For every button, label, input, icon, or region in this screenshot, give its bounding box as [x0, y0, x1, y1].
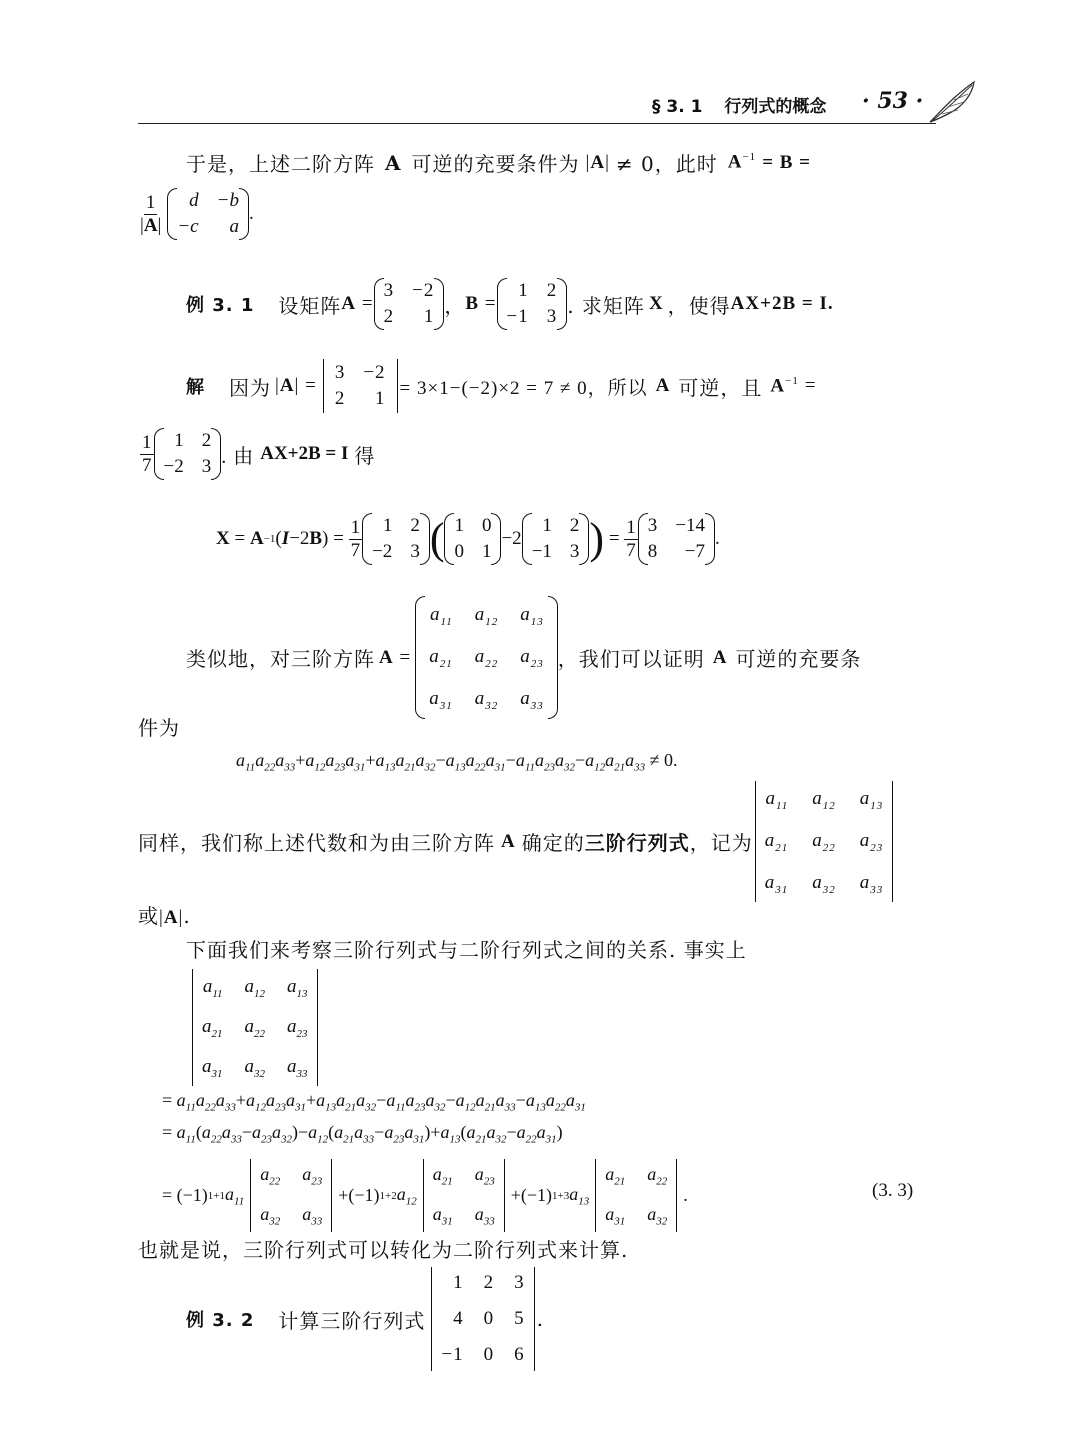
page-number: · 53 ·	[862, 88, 924, 114]
x-b-matrix: 1 2 −1 3	[522, 515, 590, 563]
p1-mid: 可逆的充要条件为	[411, 152, 580, 176]
matrix-b: 1 2 −1 3	[497, 280, 568, 328]
section-number: § 3. 1	[652, 97, 703, 117]
p3-cont: 件为	[138, 716, 180, 740]
ex31-rest: . 求矩阵	[567, 293, 645, 318]
ex31-label: 例 3. 1	[186, 295, 255, 316]
p4-or: 或|A|.	[138, 904, 191, 928]
paragraph-4: 同样，我们称上述代数和为由三阶方阵 A 确定的 三阶行列式 ，记为 $a_{11}$ $a_{12}$ $a_{13}$ $a_{21}$ $a_{22}$ $a_{23}$ $a_{31}$ $a_{32}$ $a_{33}$	[138, 784, 895, 899]
defined-term: 三阶行列式	[584, 831, 690, 856]
feather-icon	[928, 80, 978, 125]
paragraph-3: 类似地，对三阶方阵 A = $a_{11}$ $a_{12}$ $a_{13}$ $a_{21}$ $a_{22}$ $a_{23}$ $a_{31}$ $a_{32}$ $a_{33}$ ，我们可以证明 A 可逆的充要条	[186, 598, 861, 717]
ex31-text: 设矩阵	[278, 293, 342, 318]
matrix-a-inverse: 1 2 −2 3	[154, 430, 222, 478]
p1-text: 于是，上述二阶方阵	[186, 152, 375, 176]
expansion-line-1: = $a_{11}a_{22}a_{33}+a_{12}a_{23}a_{31}+a_{13}a_{21}a_{32}-a_{11}a_{23}a_{32}-a_{12}a_{21}a_{33}-a_{13}a_{22}a_{31}$	[162, 1090, 586, 1114]
equation-number: (3. 3)	[872, 1180, 914, 1201]
inverse-line: $\frac{1}{7}$ 1 2 −2 3 . 由 AX+2B = I 得	[142, 430, 376, 477]
solution: 解 因为 |A| = 3 −2 2 1 = 3×1−(−2)×2 = 7 ≠ 0，所以 A 可逆，且 $A^{-1}$ =	[186, 362, 817, 409]
ex32-label: 例 3. 2	[186, 1310, 255, 1331]
result-matrix: 3 −14 8 −7	[638, 515, 715, 563]
matrix-a-3x3: $a_{11}$ $a_{12}$ $a_{13}$ $a_{21}$ $a_{22}$ $a_{23}$ $a_{31}$ $a_{32}$ $a_{33}$	[415, 598, 558, 717]
identity-matrix: 1 0 0 1	[444, 515, 501, 563]
x-inv-matrix: 1 2 −2 3	[362, 515, 430, 563]
expansion-line-2: = $a_{11}(a_{22}a_{33}-a_{23}a_{32})-a_{12}(a_{21}a_{33}-a_{23}a_{31})+a_{13}(a_{21}a_{32}-a_{22}a_{31})$	[162, 1122, 563, 1146]
paragraph-6: 也就是说，三阶行列式可以转化为二阶行列式来计算.	[138, 1238, 629, 1262]
p1-fraction: $\frac{1}{|A|}$	[140, 191, 162, 236]
running-header	[652, 92, 826, 117]
det-a: 3 −2 2 1	[321, 362, 400, 410]
matrix-a: 3 −2 2 1	[374, 280, 445, 328]
expansion-condition: $a_{11}a_{22}a_{33}+a_{12}a_{23}a_{31}+a_{13}a_{21}a_{32}-a_{13}a_{22}a_{31}-a_{11}a_{23}a_{32}-a_{12}a_{21}a_{33} \ne 0$.	[236, 750, 678, 774]
p1-det-a: A	[590, 151, 606, 173]
p1-fraction-line: $\frac{1}{|A|}$ d −b −c a .	[140, 190, 254, 237]
p1-cond: ≠ 0，此时	[615, 152, 718, 176]
example-3-1: 例 3. 1 设矩阵 A = 3 −2 2 1 ， B = 1 2 −1 3 . 求矩阵 X ，使得 AX+2B = I.	[186, 280, 834, 327]
solution-x: X = A −1 ( I −2 B ) = $\frac{1}{7}$ 1 2 −2 3 ( 1 0 0 1 −2 1 2 −1 3 ) = $\frac{1}{7}$ 3 −14 8 −7 .	[216, 514, 720, 563]
header-rule	[138, 123, 936, 124]
section-title: 行列式的概念	[724, 97, 827, 117]
p1-a: A	[385, 150, 402, 175]
det-3x3: $a_{11}$ $a_{12}$ $a_{13}$ $a_{21}$ $a_{22}$ $a_{23}$ $a_{31}$ $a_{32}$ $a_{33}$	[753, 784, 896, 899]
ex31-eq: AX+2B = I.	[730, 293, 834, 314]
p1-inv-a: A	[727, 151, 743, 173]
expansion-line-3: = (−1) 1+1 $a_{11}$ $a_{22}$ $a_{23}$ $a_{32}$ $a_{33}$ +(−1) 1+2 $a_{12}$ $a_{21}$ $a_{23}$ $a_{31}$ $a_{33}$ +(−1) 1+3 $a_{13}$ $a_{21}$ $a_{22}$ $a_{31}$ $a_{32}$ .	[162, 1164, 688, 1228]
sol-label: 解	[186, 377, 205, 398]
example-3-2: 例 3. 2 计算三阶行列式 1 2 3 4 0 5 −1 0 6 .	[186, 1270, 544, 1368]
paragraph-1: 于是，上述二阶方阵 A 可逆的充要条件为 |A| ≠ 0，此时 $A^{-1}$ = B =	[186, 148, 811, 177]
det-3x3-lhs: $a_{11}$ $a_{12}$ $a_{13}$ $a_{21}$ $a_{22}$ $a_{23}$ $a_{31}$ $a_{32}$ $a_{33}$	[190, 972, 320, 1083]
paragraph-5: 下面我们来考察三阶行列式与二阶行列式之间的关系. 事实上	[186, 938, 747, 962]
p1-inv-eq: = B =	[762, 151, 812, 173]
det-example-3-2: 1 2 3 4 0 5 −1 0 6	[429, 1270, 536, 1368]
adjugate-matrix: d −b −c a	[167, 190, 249, 238]
